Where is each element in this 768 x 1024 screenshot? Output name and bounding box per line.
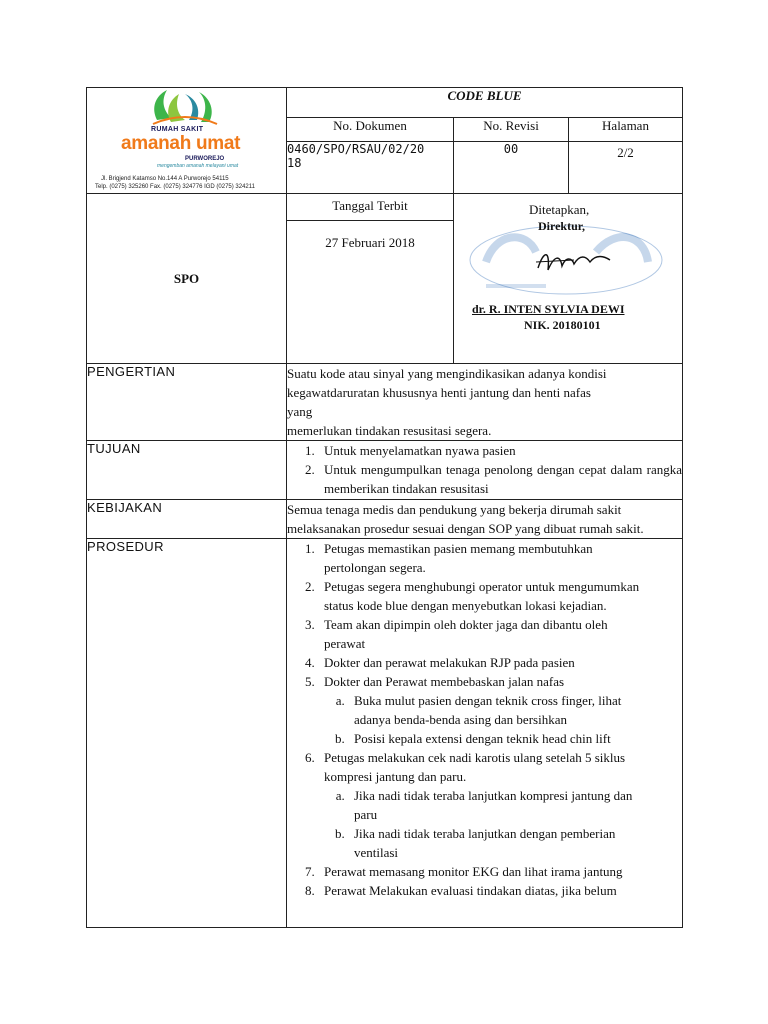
tanggal-value: 27 Februari 2018	[287, 221, 454, 364]
logo-slogan: mengemban amanah melayani umat	[157, 163, 239, 169]
list-item: 8. Perawat Melakukan evaluasi tindakan diatas, jika belum	[318, 881, 646, 900]
hospital-address: Jl. Brigjend Katamso No.144 A Purworejo 54115	[101, 176, 229, 182]
prosedur-list-cell	[287, 539, 683, 928]
pengertian-text	[287, 364, 683, 441]
list-item: 1. Untuk menyelamatkan nyawa pasien	[318, 441, 682, 460]
list-item-text: Dokter dan Perawat membebaskan jalan nafas	[324, 674, 565, 689]
sub-list-item: a. Buka mulut pasien dengan teknik cross finger, lihat adanya benda-benda asing dan bersihkan	[348, 691, 646, 729]
document-title: CODE BLUE	[287, 88, 683, 118]
hospital-logo-cell	[87, 88, 287, 194]
spo-document	[86, 87, 682, 929]
list-item-text: Petugas melakukan cek nadi karotis ulang setelah 5 siklus kompresi jantung dan paru.	[324, 750, 626, 784]
list-item	[318, 672, 646, 748]
revisi-value: 00	[454, 141, 569, 193]
col-header-halaman: Halaman	[569, 117, 683, 141]
leaf-logo-icon	[149, 88, 221, 126]
tujuan-list	[287, 441, 682, 498]
list-item: 1. Petugas memastikan pasien memang membutuhkan pertolongan segera.	[318, 539, 646, 577]
pengertian-line: memerlukan tindakan resusitasi segera.	[287, 423, 492, 438]
sub-list	[324, 691, 646, 748]
logo-city: PURWOREJO	[185, 156, 225, 162]
list-item: 3. Team akan dipimpin oleh dokter jaga dan dibantu oleh perawat	[318, 615, 646, 653]
dokumen-value-line2: 18	[287, 155, 302, 170]
signer-nik: NIK. 20180101	[524, 318, 601, 332]
direktur-text: Direktur,	[538, 219, 586, 233]
doc-type-label: SPO	[87, 194, 287, 364]
col-header-revisi: No. Revisi	[454, 117, 569, 141]
signer-name: dr. R. INTEN SYLVIA DEWI	[472, 302, 625, 316]
list-item: 2. Petugas segera menghubungi operator untuk mengumumkan status kode blue dengan menyebutkan lokasi kejadian.	[318, 577, 646, 615]
section-label-prosedur: PROSEDUR	[87, 539, 287, 928]
list-item: 7. Perawat memasang monitor EKG dan lihat irama jantung	[318, 862, 646, 881]
hospital-logo	[91, 88, 283, 193]
prosedur-list	[287, 539, 646, 900]
sub-list-item: a. Jika nadi tidak teraba lanjutkan kompresi jantung dan paru	[348, 786, 646, 824]
signature-cell	[454, 194, 683, 364]
signature-block	[454, 194, 682, 332]
spo-table	[86, 87, 683, 928]
list-item: 4. Dokter dan perawat melakukan RJP pada pasien	[318, 653, 646, 672]
logo-name: amanah umat	[121, 133, 241, 154]
tanggal-label: Tanggal Terbit	[287, 194, 454, 221]
dokumen-value	[287, 141, 454, 193]
section-label-tujuan: TUJUAN	[87, 441, 287, 500]
dokumen-value-line1: 0460/SPO/RSAU/02/20	[287, 141, 425, 156]
section-label-pengertian: PENGERTIAN	[87, 364, 287, 441]
signature-scribble-icon	[534, 246, 614, 276]
kebijakan-text: Semua tenaga medis dan pendukung yang bekerja dirumah sakit melaksanakan prosedur sesuai dengan SOP yang dibuat rumah sakit.	[287, 500, 683, 539]
logo-small-text: RUMAH SAKIT	[151, 126, 204, 133]
sub-list	[324, 786, 646, 862]
pengertian-line: kegawatdaruratan khususnya henti jantung dan henti nafas	[287, 385, 591, 400]
pengertian-line: Suatu kode atau sinyal yang mengindikasikan adanya kondisi	[287, 366, 607, 381]
hospital-phone: Telp. (0275) 325260 Fax. (0275) 324776 IGD (0275) 324211	[95, 184, 255, 190]
sub-list-item: b. Posisi kepala extensi dengan teknik head chin lift	[348, 729, 646, 748]
col-header-dokumen: No. Dokumen	[287, 117, 454, 141]
list-item: 2. Untuk mengumpulkan tenaga penolong dengan cepat dalam rangka memberikan tindakan resusitasi	[318, 460, 682, 498]
list-item	[318, 748, 646, 862]
tujuan-list-cell	[287, 441, 683, 500]
halaman-value: 2/2	[569, 141, 683, 193]
sub-list-item: b. Jika nadi tidak teraba lanjutkan dengan pemberian ventilasi	[348, 824, 646, 862]
ditetapkan-text: Ditetapkan,	[529, 202, 590, 217]
section-label-kebijakan: KEBIJAKAN	[87, 500, 287, 539]
pengertian-line: yang	[287, 404, 313, 419]
